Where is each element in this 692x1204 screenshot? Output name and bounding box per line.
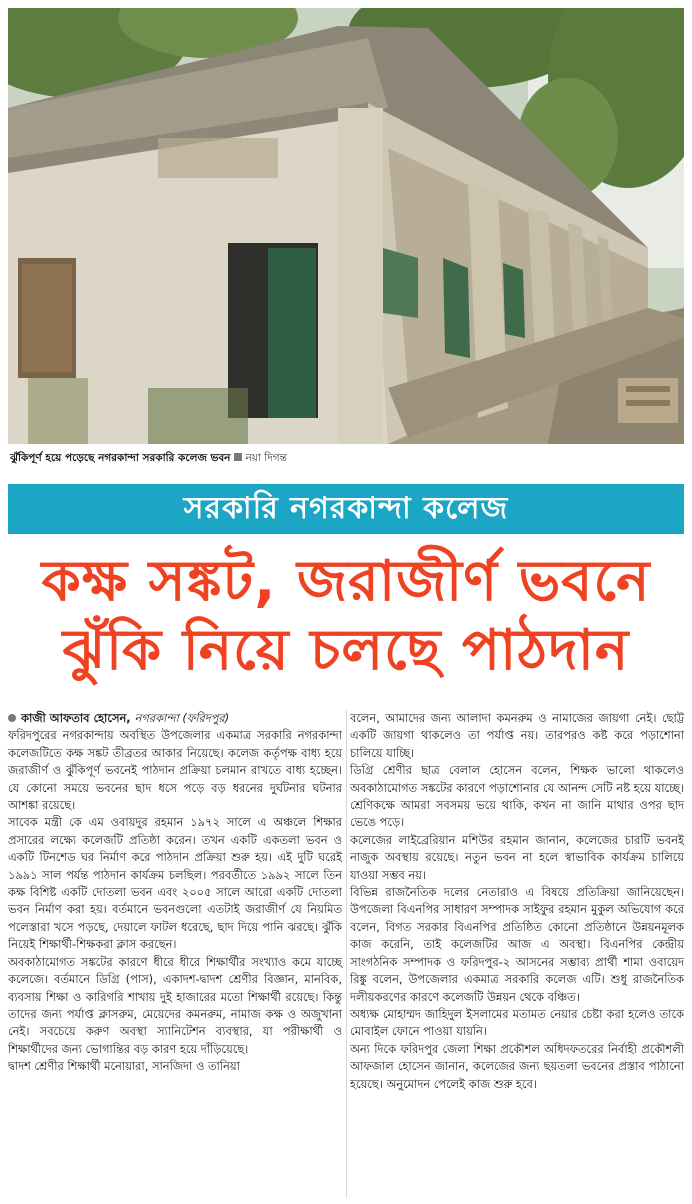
paragraph: অন্য দিকে ফরিদপুর জেলা শিক্ষা প্রকৌশল অধিদফতরের নির্বাহী প্রকৌশলী আফজাল হোসেন জানান, কলেজের জন্য ছয়তলা ভবনের প্রস্তাব পাঠানো হয়েছে। অনুমোদন পেলেই কাজ শুরু হবে। [350, 1041, 684, 1091]
photo-caption [10, 451, 682, 469]
caption-text: ঝুঁকিপূর্ণ হয়ে পড়েছে নগরকান্দা সরকারি কলেজ ভবন [10, 452, 231, 464]
column-2 [350, 710, 684, 1198]
paragraph: সাবেক মন্ত্রী কে এম ওবায়দুর রহমান ১৯৭২ সালে এ অঞ্চলে শিক্ষার প্রসারের লক্ষ্যে কলেজটি প্রতিষ্ঠা করেন। তখন একটি একতলা ভবন ও একটি টিনশেড ঘর নির্মাণ করে পাঠদান প্রক্রিয়া শুরু হয়। এই দুটি ঘরেই ১৯৯১ সাল পর্যন্ত পাঠদান কার্যক্রম চলছিল। পরবর্তীতে ১৯৯২ সালে তিন কক্ষ বিশিষ্ট একটি দোতলা ভবন এবং ২০০৫ সালে আরো একটি দোতলা ভবন নির্মাণ করা হয়। বর্তমানে ভবনগুলো এতটাই জরাজীর্ণ যে নিয়মিত পলেস্তারা খসে পড়ছে, দেয়ালে ফাটল ধরেছে, ছাদ দিয়ে পানি ঝরছে। ঝুঁকি নিয়েই শিক্ষার্থী-শিক্ষকরা ক্লাস করছেন। [8, 815, 342, 952]
caption-square-icon [234, 453, 242, 461]
paragraph: ফরিদপুরের নগরকান্দায় অবস্থিত উপজেলার একমাত্র সরকারি নগরকান্দা কলেজটিতে কক্ষ সঙ্কট তীব্রতর আকার নিয়েছে। কলেজ কর্তৃপক্ষ বাধ্য হয়ে জরাজীর্ণ ও ঝুঁকিপূর্ণ ভবনেই পাঠদান প্রক্রিয়া চলমান রাখতে বাধ্য হচ্ছেন। যে কোনো সময়ে ভবনের ছাদ ধসে পড়ে বড় ধরনের দুর্ঘটনার ঘটনার আশঙ্কা রয়েছে। [8, 728, 342, 813]
kicker-band [8, 484, 684, 534]
paragraph: বিভিন্ন রাজনৈতিক দলের নেতারাও এ বিষয়ে প্রতিক্রিয়া জানিয়েছেন। উপজেলা বিএনপির সাধারণ সম্পাদক সাইফুর রহমান মুকুল অভিযোগ করে বলেন, বিগত সরকার বিএনপির প্রতিষ্ঠিত কোনো প্রতিষ্ঠানে উন্নয়নমূলক কাজ করেনি, তাই কলেজটির আজ এ অবস্থা। বিএনপির কেন্দ্রীয় সাংগঠনিক সম্পাদক ও ফরিদপুর-২ আসনের সম্ভাব্য প্রার্থী শামা ওবায়েদ রিঙ্কু বলেন, উপজেলার একমাত্র সরকারি কলেজ এটি। শুধু রাজনৈতিক দলীয়করণের কারণে কলেজটি উন্নয়ন থেকে বঞ্চিত। [350, 885, 684, 1004]
kicker-text: সরকারি নগরকান্দা কলেজ [183, 490, 509, 526]
paragraph: ডিগ্রি শ্রেণীর ছাত্র বেলাল হোসেন বলেন, শিক্ষক ভালো থাকলেও অবকাঠামোগত সঙ্কটের কারণে পড়াশোনার যে আনন্দ সেটি নষ্ট হয়ে যাচ্ছে। শ্রেণিকক্ষে আমরা সবসময় ভয়ে থাকি, কখন না জানি মাথার ওপর ছাদ ভেঙে পড়ে। [350, 763, 684, 830]
paragraph: কলেজের লাইব্রেরিয়ান মশিউর রহমান জানান, কলেজের চারটি ভবনই নাজুক অবস্থায় রয়েছে। নতুন ভবন না হলে স্বাভাবিক কার্যক্রম চালিয়ে যাওয়া সম্ভব নয়। [350, 832, 684, 882]
column-divider [346, 710, 347, 1198]
paragraph: অধ্যক্ষ মোহাম্মদ জাহিদুল ইসলামের মতামত নেয়ার চেষ্টা করা হলেও তাকে মোবাইল ফোনে পাওয়া যায়নি। [350, 1006, 684, 1039]
paragraph: বলেন, আমাদের জন্য আলাদা কমনরুম ও নামাজের জায়গা নেই। ছোট্ট একটি জায়গা থাকলেও তা পর্যাপ্ত নয়। তারপরও কষ্ট করে পড়াশোনা চালিয়ে যাচ্ছি। [350, 711, 684, 760]
college-building-illustration [8, 8, 684, 444]
headline-line-1: কক্ষ সঙ্কট, জরাজীর্ণ ভবনে [41, 549, 651, 614]
paragraph: অবকাঠামোগত সঙ্কটের কারণে ধীরে ধীরে শিক্ষার্থীর সংখ্যাও কমে যাচ্ছে কলেজে। বর্তমানে ডিগ্রি (পাস), একাদশ-দ্বাদশ শ্রেণীর বিজ্ঞান, মানবিক, ব্যবসায় শিক্ষা ও কারিগরি শাখায় দুই হাজারের মতো শিক্ষার্থী রয়েছে। কিন্তু তাদের জন্য পর্যাপ্ত ক্লাসরুম, মেয়েদের কমনরুম, নামাজ কক্ষ ও অজুখানা নেই। সবচেয়ে করুণ অবস্থা স্যানিটেশন ব্যবস্থার, যা পরীক্ষার্থী ও শিক্ষার্থীদের জন্য ভোগান্তির বড় কারণ হয়ে দাঁড়িয়েছে। [8, 954, 342, 1056]
byline-place: নগরকান্দা (ফরিদপুর) [134, 711, 230, 725]
photo-credit: নয়া দিগন্ত [245, 452, 287, 464]
byline-author: কাজী আফতাব হোসেন, [21, 711, 131, 725]
byline [8, 710, 342, 727]
article-body [8, 710, 684, 1198]
byline-bullet-icon [8, 714, 16, 722]
news-photo [8, 8, 684, 444]
paragraph: দ্বাদশ শ্রেণীর শিক্ষার্থী মনোয়ারা, সানজিদা ও তানিয়া [8, 1059, 240, 1074]
headline [8, 548, 684, 686]
column-1 [8, 710, 342, 1198]
headline-line-2: ঝুঁকি নিয়ে চলছে পাঠদান [62, 618, 630, 683]
